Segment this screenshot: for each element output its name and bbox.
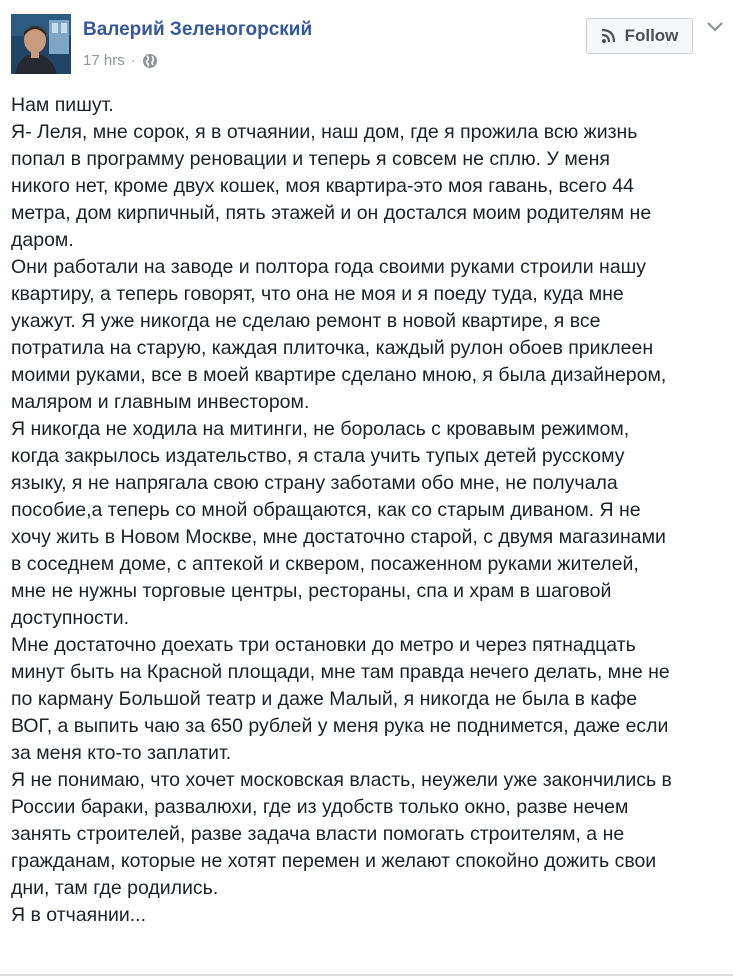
- post-text-line: Нам пишут.: [11, 94, 114, 116]
- post-text-line: ВОГ, а выпить чаю за 650 рублей у меня рука не поднимется, даже если: [11, 715, 669, 737]
- post-text-line: Я никогда не ходила на митинги, не боролась с кровавым режимом,: [11, 418, 630, 440]
- rss-icon: [601, 28, 619, 44]
- post-text-line: потратила на старую, каждая плиточка, каждый рулон обоев приклеен: [11, 337, 654, 359]
- post-text-line: хочу жить в Новом Москве, мне достаточно старой, с двумя магазинами: [11, 526, 666, 548]
- post-text-line: России бараки, развалюхи, где из удобств только окно, разве нечем: [11, 796, 629, 818]
- post-text-line: мне не нужны торговые центры, рестораны, спа и храм в шаговой: [11, 580, 612, 602]
- post-meta: [83, 52, 158, 69]
- post-text-line: минут быть на Красной площади, мне там правда нечего делать, мне не: [11, 661, 670, 683]
- follow-button-label: Follow: [624, 26, 679, 45]
- post-text-line: в соседнем доме, с аптекой и сквером, посаженном руками жителей,: [11, 553, 639, 575]
- globe-icon: [142, 53, 158, 69]
- post-text-line: даром.: [11, 229, 74, 251]
- post-body: [11, 92, 723, 929]
- avatar-photo: [11, 14, 71, 74]
- post-text-line: языку, я не напрягала свою страну заботами обо мне, не получала: [11, 472, 618, 494]
- post-text-line: занять строителей, разве задача власти помогать строителям, а не: [11, 823, 625, 845]
- follow-button[interactable]: [586, 18, 693, 54]
- post-text-line: моими руками, все в моей квартире сделано мною, я была дизайнером,: [11, 364, 667, 386]
- chevron-down-icon[interactable]: [706, 20, 724, 34]
- post-text-line: квартиру, а теперь говорят, что она не моя и я поеду туда, куда мне: [11, 283, 624, 305]
- author-name-link[interactable]: Валерий Зеленогорский: [83, 19, 313, 40]
- post-text-line: никого нет, кроме двух кошек, моя квартира-это моя гавань, всего 44: [11, 175, 634, 197]
- divider: [0, 974, 733, 976]
- post-text-line: попал в программу реновации и теперь я совсем не сплю. У меня: [11, 148, 610, 170]
- post-text-line: Я не понимаю, что хочет московская власть, неужели уже закончились в: [11, 769, 672, 791]
- post-text-line: Я- Леля, мне сорок, я в отчаянии, наш дом, где я прожила всю жизнь: [11, 121, 638, 143]
- post-timestamp[interactable]: 17 hrs: [83, 52, 125, 69]
- post-header: [11, 14, 722, 74]
- post-text-line: Мне достаточно доехать три остановки до метро и через пятнадцать: [11, 634, 636, 656]
- post-text-line: Я в отчаянии...: [11, 904, 146, 926]
- post-text-line: дни, там где родились.: [11, 877, 219, 899]
- post-text-line: маляром и главным инвестором.: [11, 391, 310, 413]
- post-text-line: когда закрылось издательство, я стала учить тупых детей русскому: [11, 445, 625, 467]
- post-text-line: за меня кто-то заплатит.: [11, 742, 232, 764]
- post-text-line: доступности.: [11, 607, 130, 629]
- post-text-line: метра, дом кирпичный, пять этажей и он достался моим родителям не: [11, 202, 652, 224]
- post-text-line: пособие,а теперь со мной обращаются, как со старым диваном. Я не: [11, 499, 641, 521]
- meta-separator: ·: [130, 52, 136, 69]
- post-text-line: Они работали на заводе и полтора года своими руками строили нашу: [11, 256, 647, 278]
- post-text-line: гражданам, которые не хотят перемен и желают спокойно дожить свои: [11, 850, 657, 872]
- post-text-line: по карману Большой театр и даже Малый, я никогда не была в кафе: [11, 688, 638, 710]
- post-text-line: укажут. Я уже никогда не сделаю ремонт в новой квартире, я все: [11, 310, 601, 332]
- author-avatar[interactable]: [11, 14, 71, 74]
